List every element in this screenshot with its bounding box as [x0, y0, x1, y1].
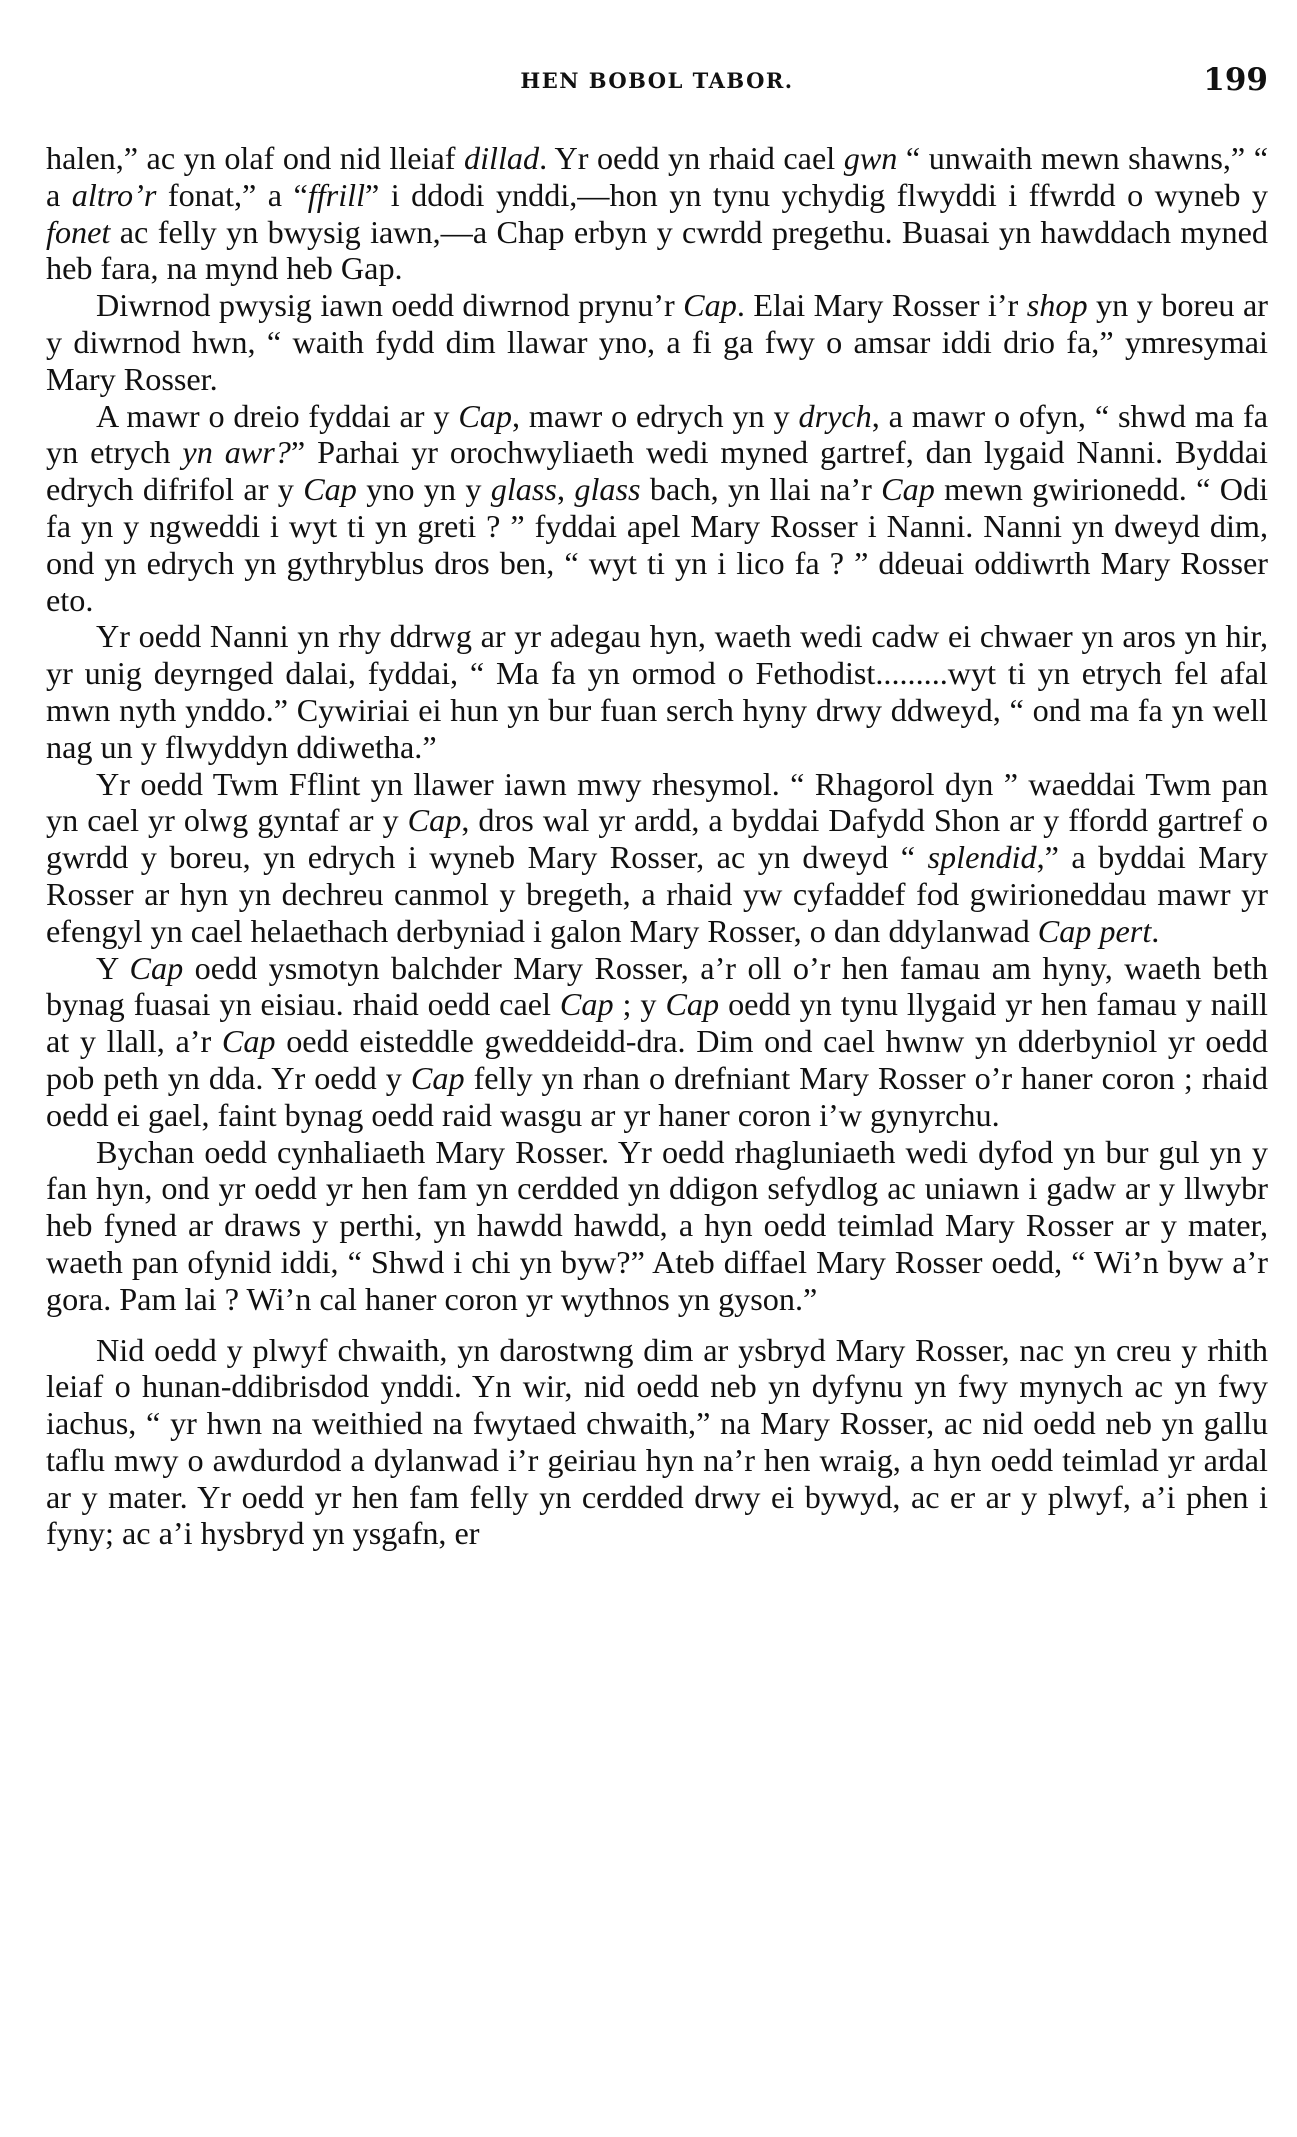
text-run: mewn gwirionedd. “ Odi fa yn y ngweddi i wyt ti yn greti ? ” fyddai apel Mary Rosser i Nanni. Nanni yn dweyd dim, ond yn edrych yn gythryblus dros ben, “ wyt ti yn i lico fa ? ” ddeuai oddiwrth Mary Rosser eto.: [46, 471, 1269, 618]
italic-text: splendid: [927, 839, 1037, 876]
text-run: Diwrnod pwysig iawn oedd diwrnod prynu’r: [96, 287, 684, 324]
running-title: HEN BOBOL TABOR.: [520, 68, 794, 93]
paragraph-2: [46, 287, 1268, 397]
italic-text: Cap: [559, 986, 614, 1023]
page-number: 199: [1203, 62, 1268, 98]
italic-text: altro’r: [71, 176, 157, 213]
text-run: . Elai Mary Rosser i’r: [736, 287, 1027, 324]
paragraph-3: [46, 398, 1268, 619]
text-run: fonat,” a “: [156, 176, 308, 213]
text-run: halen,” ac yn olaf ond nid lleiaf: [46, 140, 464, 176]
italic-text: gwn: [843, 140, 898, 176]
text-run: , dros wal yr ardd, a byddai Dafydd Shon ar y ffordd gartref o gwrdd y boreu, yn edrych i wyneb Mary Rosser, ac yn dweyd “: [46, 802, 1268, 876]
text-run: ; y: [613, 986, 666, 1023]
italic-text: Cap: [303, 471, 357, 508]
italic-text: glass: [490, 471, 557, 508]
body-text: [46, 140, 1268, 1552]
italic-text: glass: [574, 471, 641, 508]
italic-text: dillad: [463, 140, 540, 176]
text-run: felly yn rhan o drefniant Mary Rosser o’r haner coron ; rhaid oedd ei gael, faint bynag oedd raid wasgu ar yr haner coron i’w gynyrchu.: [46, 1059, 1268, 1133]
italic-text: Cap: [683, 287, 737, 324]
paragraph-5: [46, 766, 1268, 950]
text-run: oedd ysmotyn balchder Mary Rosser, a’r oll o’r hen famau am hyny, waeth beth bynag fuasai yn eisiau. rhaid oedd cael: [46, 949, 1268, 1023]
text-run: “ unwaith mewn shawns,” “ a: [46, 140, 1269, 213]
paragraph-6: [46, 950, 1268, 1134]
text-run: Y: [96, 949, 130, 986]
text-run: ” Parhai yr orochwyliaeth wedi myned gartref, dan lygaid Nanni. Byddai edrych difrifol ar y: [46, 434, 1268, 508]
text-run: , a mawr o ofyn, “ shwd ma fa yn etrych: [46, 397, 1268, 471]
italic-text: Cap: [221, 1023, 276, 1060]
paragraph-7: [46, 1134, 1268, 1318]
italic-text: Cap: [407, 802, 462, 839]
italic-text: Cap pert: [1037, 912, 1152, 949]
paragraph-1: [46, 140, 1268, 287]
italic-text: Cap: [410, 1059, 465, 1096]
italic-text: ffrill: [307, 176, 366, 213]
text-run: bach, yn llai na’r: [640, 471, 882, 508]
italic-text: Cap: [665, 986, 720, 1023]
italic-text: drych: [798, 397, 872, 434]
italic-text: yn awr?: [182, 434, 291, 471]
text-run: ,” a byddai Mary Rosser ar hyn yn dechreu canmol y bregeth, a rhaid yw cyfaddef fod gwirioneddau mawr yr efengyl yn cael helaethach derbyniad i galon Mary Rosser, o dan ddylanwad: [46, 839, 1268, 949]
text-run: oedd eisteddle gweddeidd-dra. Dim ond cael hwnw yn dderbyniol yr oedd pob peth yn dda. Yr oedd y: [46, 1023, 1268, 1096]
paragraph-8: [46, 1332, 1268, 1553]
text-run: Yr oedd Nanni yn rhy ddrwg ar yr adegau hyn, waeth wedi cadw ei chwaer yn aros yn hir, yr unig deyrnged dalai, fyddai, “ Ma fa yn ormod o Fethodist.........wyt ti yn etrych fel afal mwn nyth ynddo.” Cywiriai ei hun yn bur fuan serch hyny drwy ddweyd, “ ond ma fa yn well nag un y flwyddyn ddiwetha.”: [46, 618, 1268, 765]
text-run: .: [1151, 912, 1160, 949]
page-header: [46, 62, 1268, 122]
text-run: oedd yn tynu llygaid yr hen famau y naill at y llall, a’r: [46, 986, 1268, 1060]
italic-text: Cap: [881, 471, 935, 508]
italic-text: shop: [1026, 287, 1088, 324]
text-run: ” i ddodi ynddi,—hon yn tynu ychydig flwyddi i ffwrdd o wyneb y: [365, 176, 1268, 213]
text-run: ,: [556, 471, 575, 508]
text-run: Nid oedd y plwyf chwaith, yn darostwng dim ar ysbryd Mary Rosser, nac yn creu y rhith leiaf o hunan-ddibrisdod ynddi. Yn wir, nid oedd neb yn dyfynu yn fwy mynych ac yn fwy iachus, “ yr hwn na weithied na fwytaed chwaith,” na Mary Rosser, ac nid oedd neb yn gallu taflu mwy o awdurdod a dylanwad i’r geiriau hyn na’r hen wraig, a hyn oedd teimlad yr ardal ar y mater. Yr oedd yr hen fam felly yn cerdded drwy ei bywyd, ac er ar y plwyf, a’i phen i fyny; ac a’i hysbryd yn ysgafn, er: [46, 1331, 1268, 1552]
text-run: . Yr oedd yn rhaid cael: [539, 140, 844, 176]
text-run: yn y boreu ar y diwrnod hwn, “ waith fydd dim llawar yno, a fi ga fwy o amsar iddi drio fa,” ymresymai Mary Rosser.: [46, 287, 1268, 397]
text-run: yno yn y: [356, 471, 491, 508]
text-run: Yr oedd Twm Fflint yn llawer iawn mwy rhesymol. “ Rhagorol dyn ” waeddai Twm pan yn cael yr olwg gyntaf ar y: [46, 765, 1268, 839]
text-run: ac felly yn bwysig iawn,—a Chap erbyn y cwrdd pregethu. Buasai yn hawddach myned heb fara, na mynd heb Gap.: [46, 213, 1268, 287]
italic-text: fonet: [46, 213, 111, 250]
italic-text: Cap: [458, 397, 513, 434]
text-run: , mawr o edrych yn y: [512, 397, 799, 434]
paragraph-4: [46, 618, 1268, 765]
text-run: A mawr o dreio fyddai ar y: [96, 397, 459, 434]
text-run: Bychan oedd cynhaliaeth Mary Rosser. Yr oedd rhagluniaeth wedi dyfod yn bur gul yn y fan hyn, ond yr oedd yr hen fam yn cerdded yn ddigon sefydlog ac uniawn i gadw ar y llwybr heb fyned ar draws y perthi, yn hawdd hawdd, a hyn oedd teimlad Mary Rosser ar y mater, waeth pan ofynid iddi, “ Shwd i chi yn byw?” Ateb diffael Mary Rosser oedd, “ Wi’n byw a’r gora. Pam lai ? Wi’n cal haner coron yr wythnos yn gyson.”: [46, 1133, 1268, 1317]
italic-text: Cap: [129, 949, 184, 986]
